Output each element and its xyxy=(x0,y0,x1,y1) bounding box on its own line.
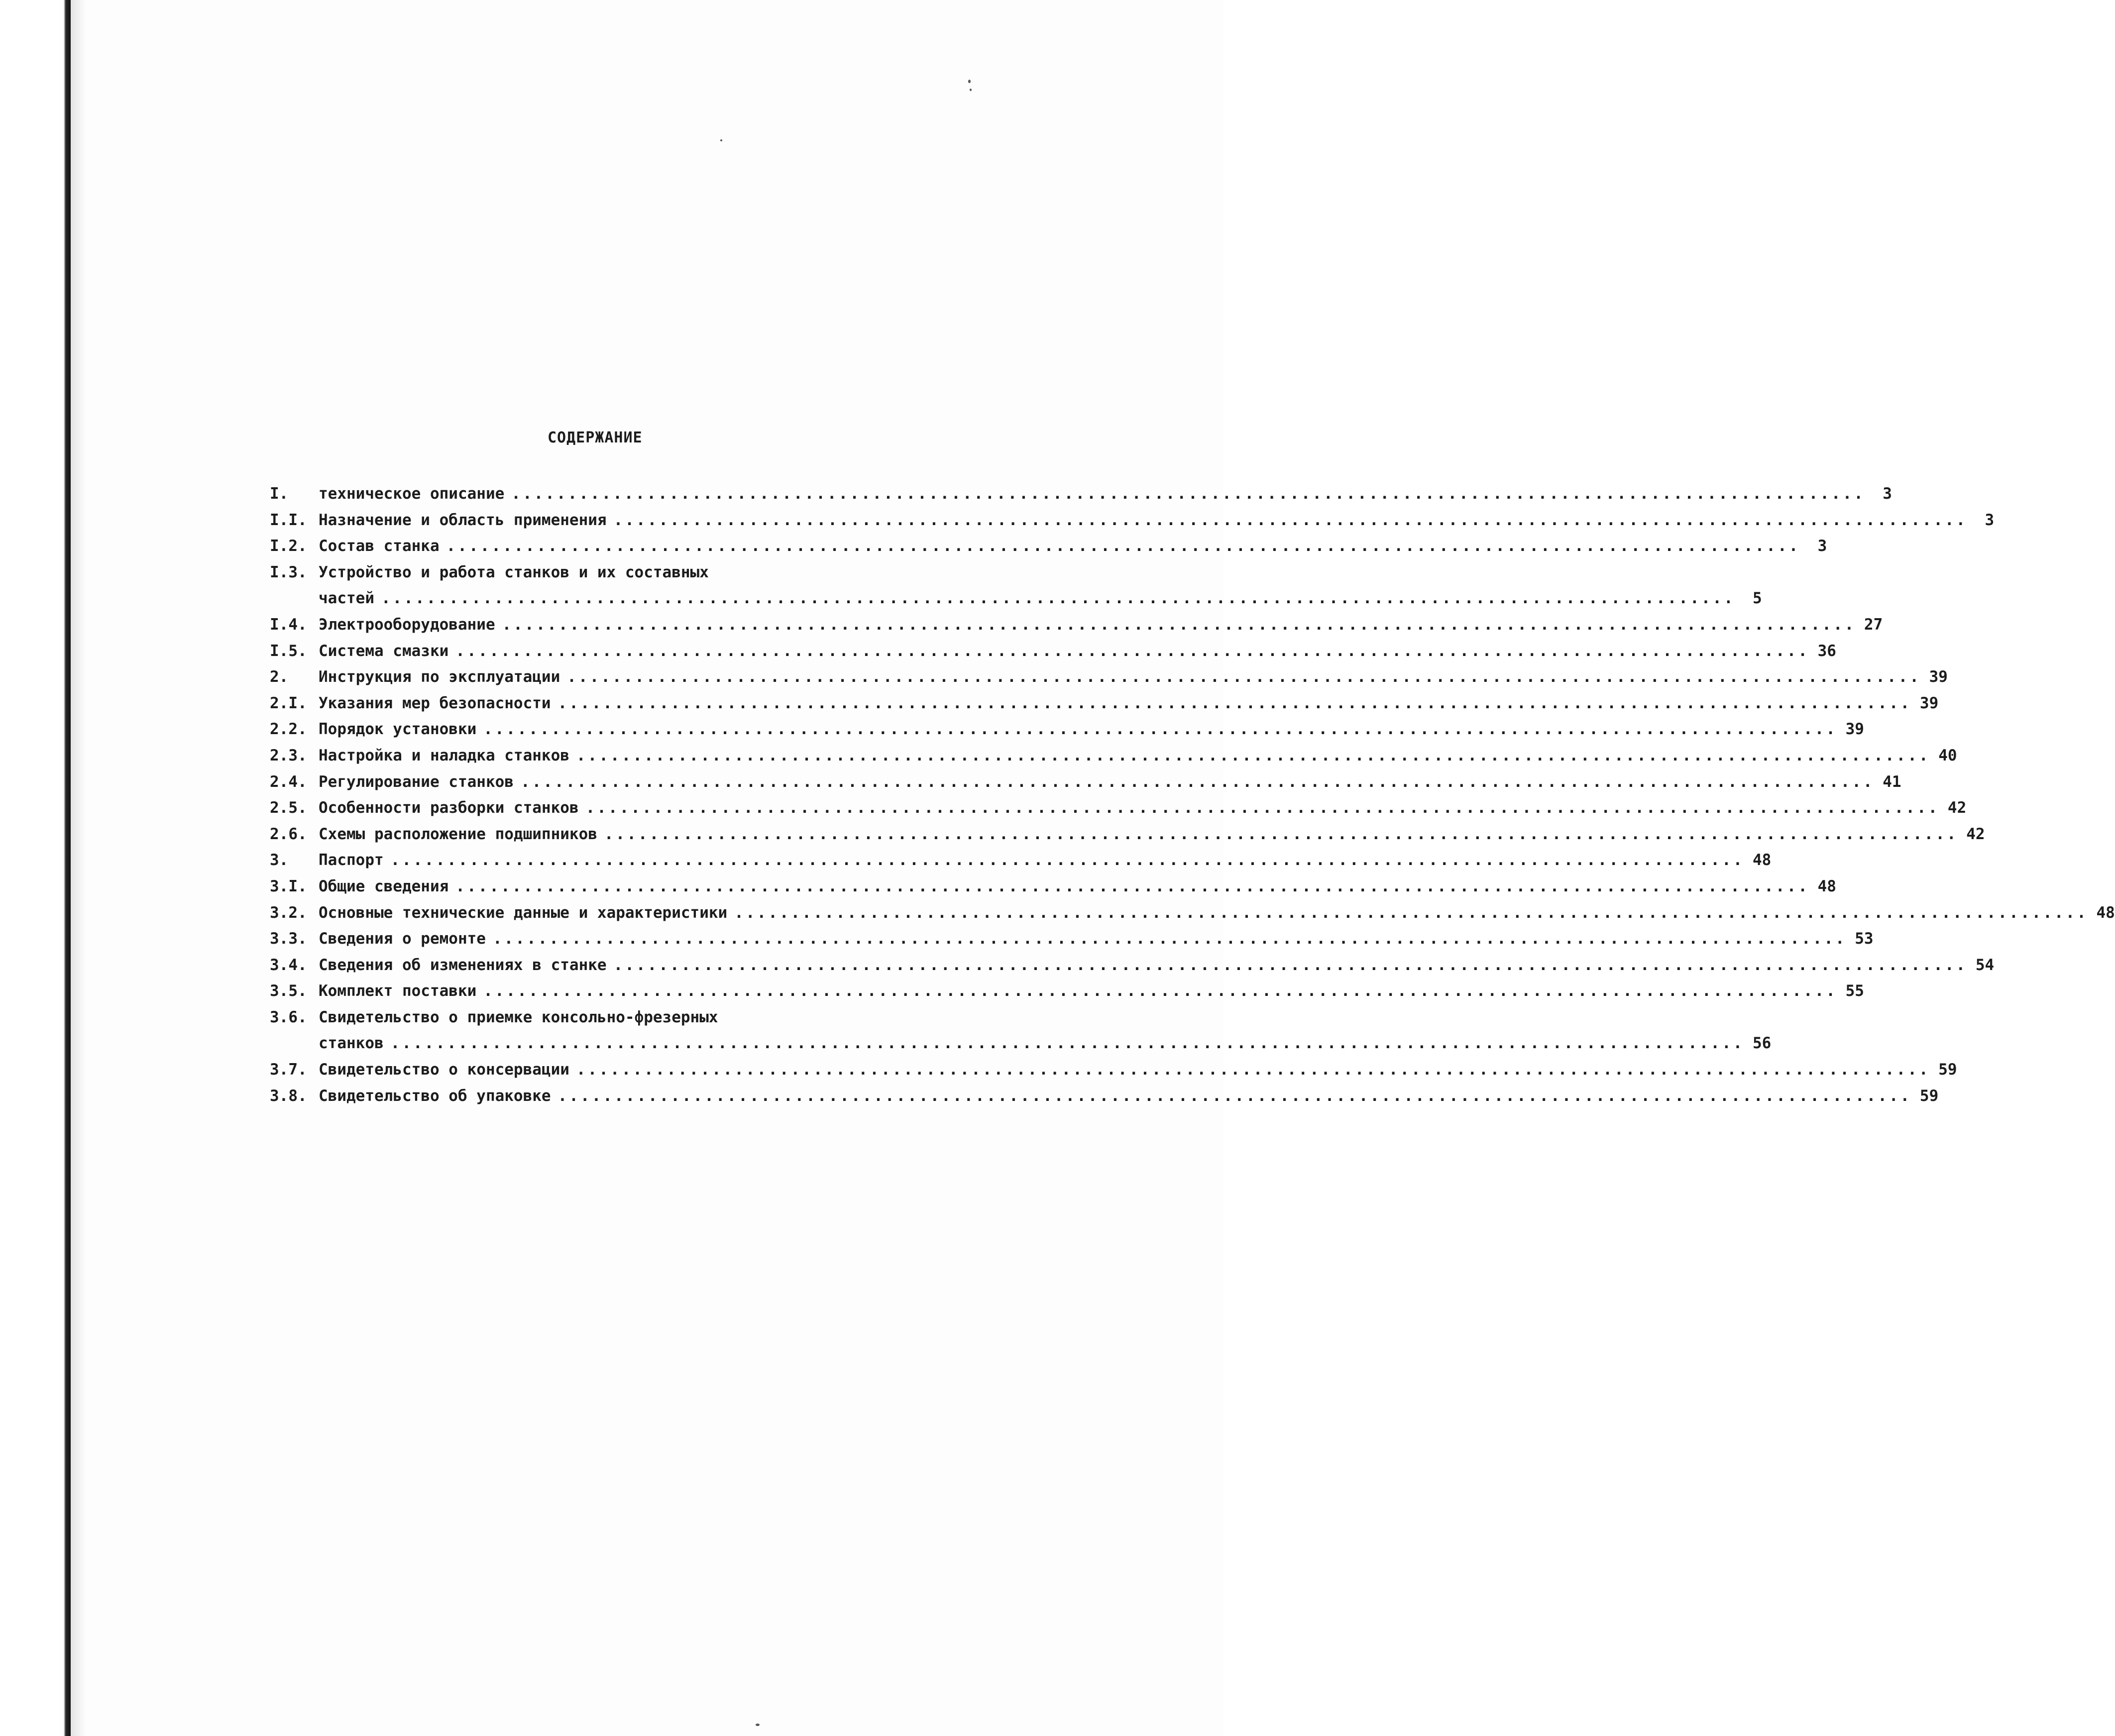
toc-entry xyxy=(270,743,1957,769)
toc-leader-dots: ........................................................................................................................ xyxy=(557,1086,1912,1105)
toc-entry xyxy=(270,873,1836,900)
toc-entry-title: частей xyxy=(319,589,374,608)
toc-entry-title: Свидетельство об упаковке xyxy=(319,1086,551,1105)
table-of-contents xyxy=(270,481,2115,1109)
toc-entry-title: Назначение и область применения xyxy=(319,511,607,529)
toc-entry-number: I.2. xyxy=(270,537,307,555)
scan-speck xyxy=(720,139,722,141)
toc-page-number: 59 xyxy=(1919,1086,1939,1105)
binding-edge xyxy=(0,0,71,1736)
toc-leader-dots: ........................................................................................................................ xyxy=(734,903,2088,922)
toc-entry-number: 3.2. xyxy=(270,903,307,922)
toc-leader-dots: ........................................................................................................................ xyxy=(390,1034,1745,1053)
toc-leader-dots: ........................................................................................................................ xyxy=(567,668,1921,686)
toc-entry xyxy=(270,612,1883,638)
toc-entry xyxy=(270,690,1939,717)
toc-entry-title: Свидетельство о консервации xyxy=(319,1061,569,1079)
toc-entry-title: Инструкция по эксплуатации xyxy=(319,668,560,686)
toc-entry-number: 3.I. xyxy=(270,877,307,895)
toc-entry-title: Система смазки xyxy=(319,642,449,660)
toc-entry xyxy=(270,716,1864,743)
toc-entry-number: 2.5. xyxy=(270,799,307,817)
toc-entry-title: Порядок установки xyxy=(319,720,477,739)
toc-entry-title: Схемы расположение подшипников xyxy=(319,825,597,843)
toc-entry xyxy=(270,978,1864,1004)
toc-entry-number: 2.3. xyxy=(270,746,307,764)
toc-entry xyxy=(270,847,1772,873)
toc-entry xyxy=(270,585,1762,612)
toc-entry xyxy=(270,559,922,586)
toc-leader-dots: ........................................................................................................................ xyxy=(390,851,1745,869)
toc-page-number: 53 xyxy=(1855,930,1874,948)
toc-entry xyxy=(270,1030,1772,1057)
toc-leader-dots: ........................................................................................................................ xyxy=(511,485,1865,503)
toc-entry-title: Основные технические данные и характеристики xyxy=(319,903,728,922)
toc-entry-number: 3.8. xyxy=(270,1086,307,1105)
toc-entry-title: Настройка и наладка станков xyxy=(319,746,569,764)
toc-page-number: 39 xyxy=(1845,720,1864,739)
toc-page-number: 3 xyxy=(1883,485,1892,503)
toc-page-number: 48 xyxy=(1752,851,1772,869)
toc-page-number: 36 xyxy=(1817,642,1836,660)
toc-entry xyxy=(270,507,1995,534)
toc-entry-title: Сведения об изменениях в станке xyxy=(319,956,607,974)
toc-entry-title: Электрооборудование xyxy=(319,615,495,634)
toc-leader-dots: ........................................................................................................................ xyxy=(502,615,1856,634)
toc-entry-number: 2.2. xyxy=(270,720,307,739)
toc-page-number: 3 xyxy=(1817,537,1827,555)
toc-entry-number: 3.7. xyxy=(270,1061,307,1079)
toc-entry xyxy=(270,769,1901,795)
toc-leader-dots: ........................................................................................................................ xyxy=(455,877,1809,895)
toc-entry xyxy=(270,664,1948,690)
scan-speck xyxy=(968,80,971,83)
toc-entry-title: Паспорт xyxy=(319,851,384,869)
toc-page-number: 42 xyxy=(1947,799,1967,817)
toc-entry xyxy=(270,1083,1939,1109)
toc-page-number: 39 xyxy=(1919,694,1939,712)
toc-page-number: 5 xyxy=(1752,589,1762,608)
toc-entry-title: Особенности разборки станков xyxy=(319,799,579,817)
toc-leader-dots: ........................................................................................................................ xyxy=(455,642,1809,660)
toc-page-number: 27 xyxy=(1864,615,1883,634)
toc-leader-dots: ........................................................................................................................ xyxy=(576,746,1930,764)
toc-entry xyxy=(270,926,1874,952)
toc-page-number: 41 xyxy=(1883,772,1901,791)
toc-leader-dots: ........................................................................................................................ xyxy=(483,982,1837,1000)
toc-leader-dots: ........................................................................................................................ xyxy=(446,537,1800,555)
toc-page-number: 42 xyxy=(1966,825,1985,843)
toc-entry-number: 2.6. xyxy=(270,825,307,843)
scan-speck xyxy=(970,89,972,91)
toc-entry xyxy=(270,533,1827,559)
toc-page-number: 40 xyxy=(1938,746,1957,764)
toc-entry-title: Указания мер безопасности xyxy=(319,694,551,712)
toc-heading: СОДЕРЖАНИЕ xyxy=(548,429,643,446)
toc-leader-dots: ........................................................................................................................ xyxy=(520,772,1875,791)
toc-entry xyxy=(270,481,1892,507)
toc-leader-dots: ........................................................................................................................ xyxy=(604,825,1958,843)
toc-entry-number: I.I. xyxy=(270,511,307,529)
toc-entry-title: техническое описание xyxy=(319,485,505,503)
toc-entry-title: Сведения о ремонте xyxy=(319,930,486,948)
toc-entry xyxy=(270,1004,922,1031)
binding-shadow xyxy=(71,0,86,1736)
toc-entry xyxy=(270,795,1967,821)
toc-entry xyxy=(270,900,2115,926)
toc-leader-dots: ........................................................................................................................ xyxy=(585,799,1940,817)
toc-page-number: 54 xyxy=(1975,956,1995,974)
toc-entry-number: 3.3. xyxy=(270,930,307,948)
toc-entry-number: 2. xyxy=(270,668,289,686)
toc-entry-title: Общие сведения xyxy=(319,877,449,895)
toc-entry-number: 3.5. xyxy=(270,982,307,1000)
toc-entry xyxy=(270,638,1836,664)
toc-leader-dots: ........................................................................................................................ xyxy=(483,720,1837,739)
toc-entry-title: Состав станка xyxy=(319,537,440,555)
toc-entry-number: 3.4. xyxy=(270,956,307,974)
toc-entry-number: 2.4. xyxy=(270,772,307,791)
toc-entry-title: станков xyxy=(319,1034,384,1053)
toc-leader-dots: ........................................................................................................................ xyxy=(381,589,1735,608)
toc-entry-title: Свидетельство о приемке консольно-фрезерных xyxy=(319,1008,718,1026)
toc-leader-dots: ........................................................................................................................ xyxy=(576,1061,1930,1079)
toc-page-number: 48 xyxy=(1817,877,1836,895)
toc-entry-number: 2.I. xyxy=(270,694,307,712)
toc-entry-title: Устройство и работа станков и их составных xyxy=(319,563,709,581)
toc-entry-number: I. xyxy=(270,485,289,503)
toc-page-number: 55 xyxy=(1845,982,1864,1000)
toc-page-number: 39 xyxy=(1929,668,1948,686)
toc-leader-dots: ........................................................................................................................ xyxy=(492,930,1847,948)
toc-entry-number: 3. xyxy=(270,851,289,869)
toc-leader-dots: ........................................................................................................................ xyxy=(613,956,1968,974)
toc-entry xyxy=(270,821,1985,848)
toc-page-number: 3 xyxy=(1985,511,1995,529)
toc-page-number: 48 xyxy=(2096,903,2115,922)
toc-entry-title: Регулирование станков xyxy=(319,772,514,791)
toc-entry xyxy=(270,952,1995,978)
toc-page-number: 56 xyxy=(1752,1034,1772,1053)
toc-entry-number: I.5. xyxy=(270,642,307,660)
scan-speck xyxy=(756,1724,760,1726)
toc-entry-number: I.4. xyxy=(270,615,307,634)
toc-entry xyxy=(270,1057,1957,1083)
toc-leader-dots: ........................................................................................................................ xyxy=(557,694,1912,712)
toc-page-number: 59 xyxy=(1938,1061,1957,1079)
toc-entry-number: 3.6. xyxy=(270,1008,307,1026)
toc-entry-number: I.3. xyxy=(270,563,307,581)
toc-leader-dots: ........................................................................................................................ xyxy=(613,511,1968,529)
toc-entry-title: Комплект поставки xyxy=(319,982,477,1000)
